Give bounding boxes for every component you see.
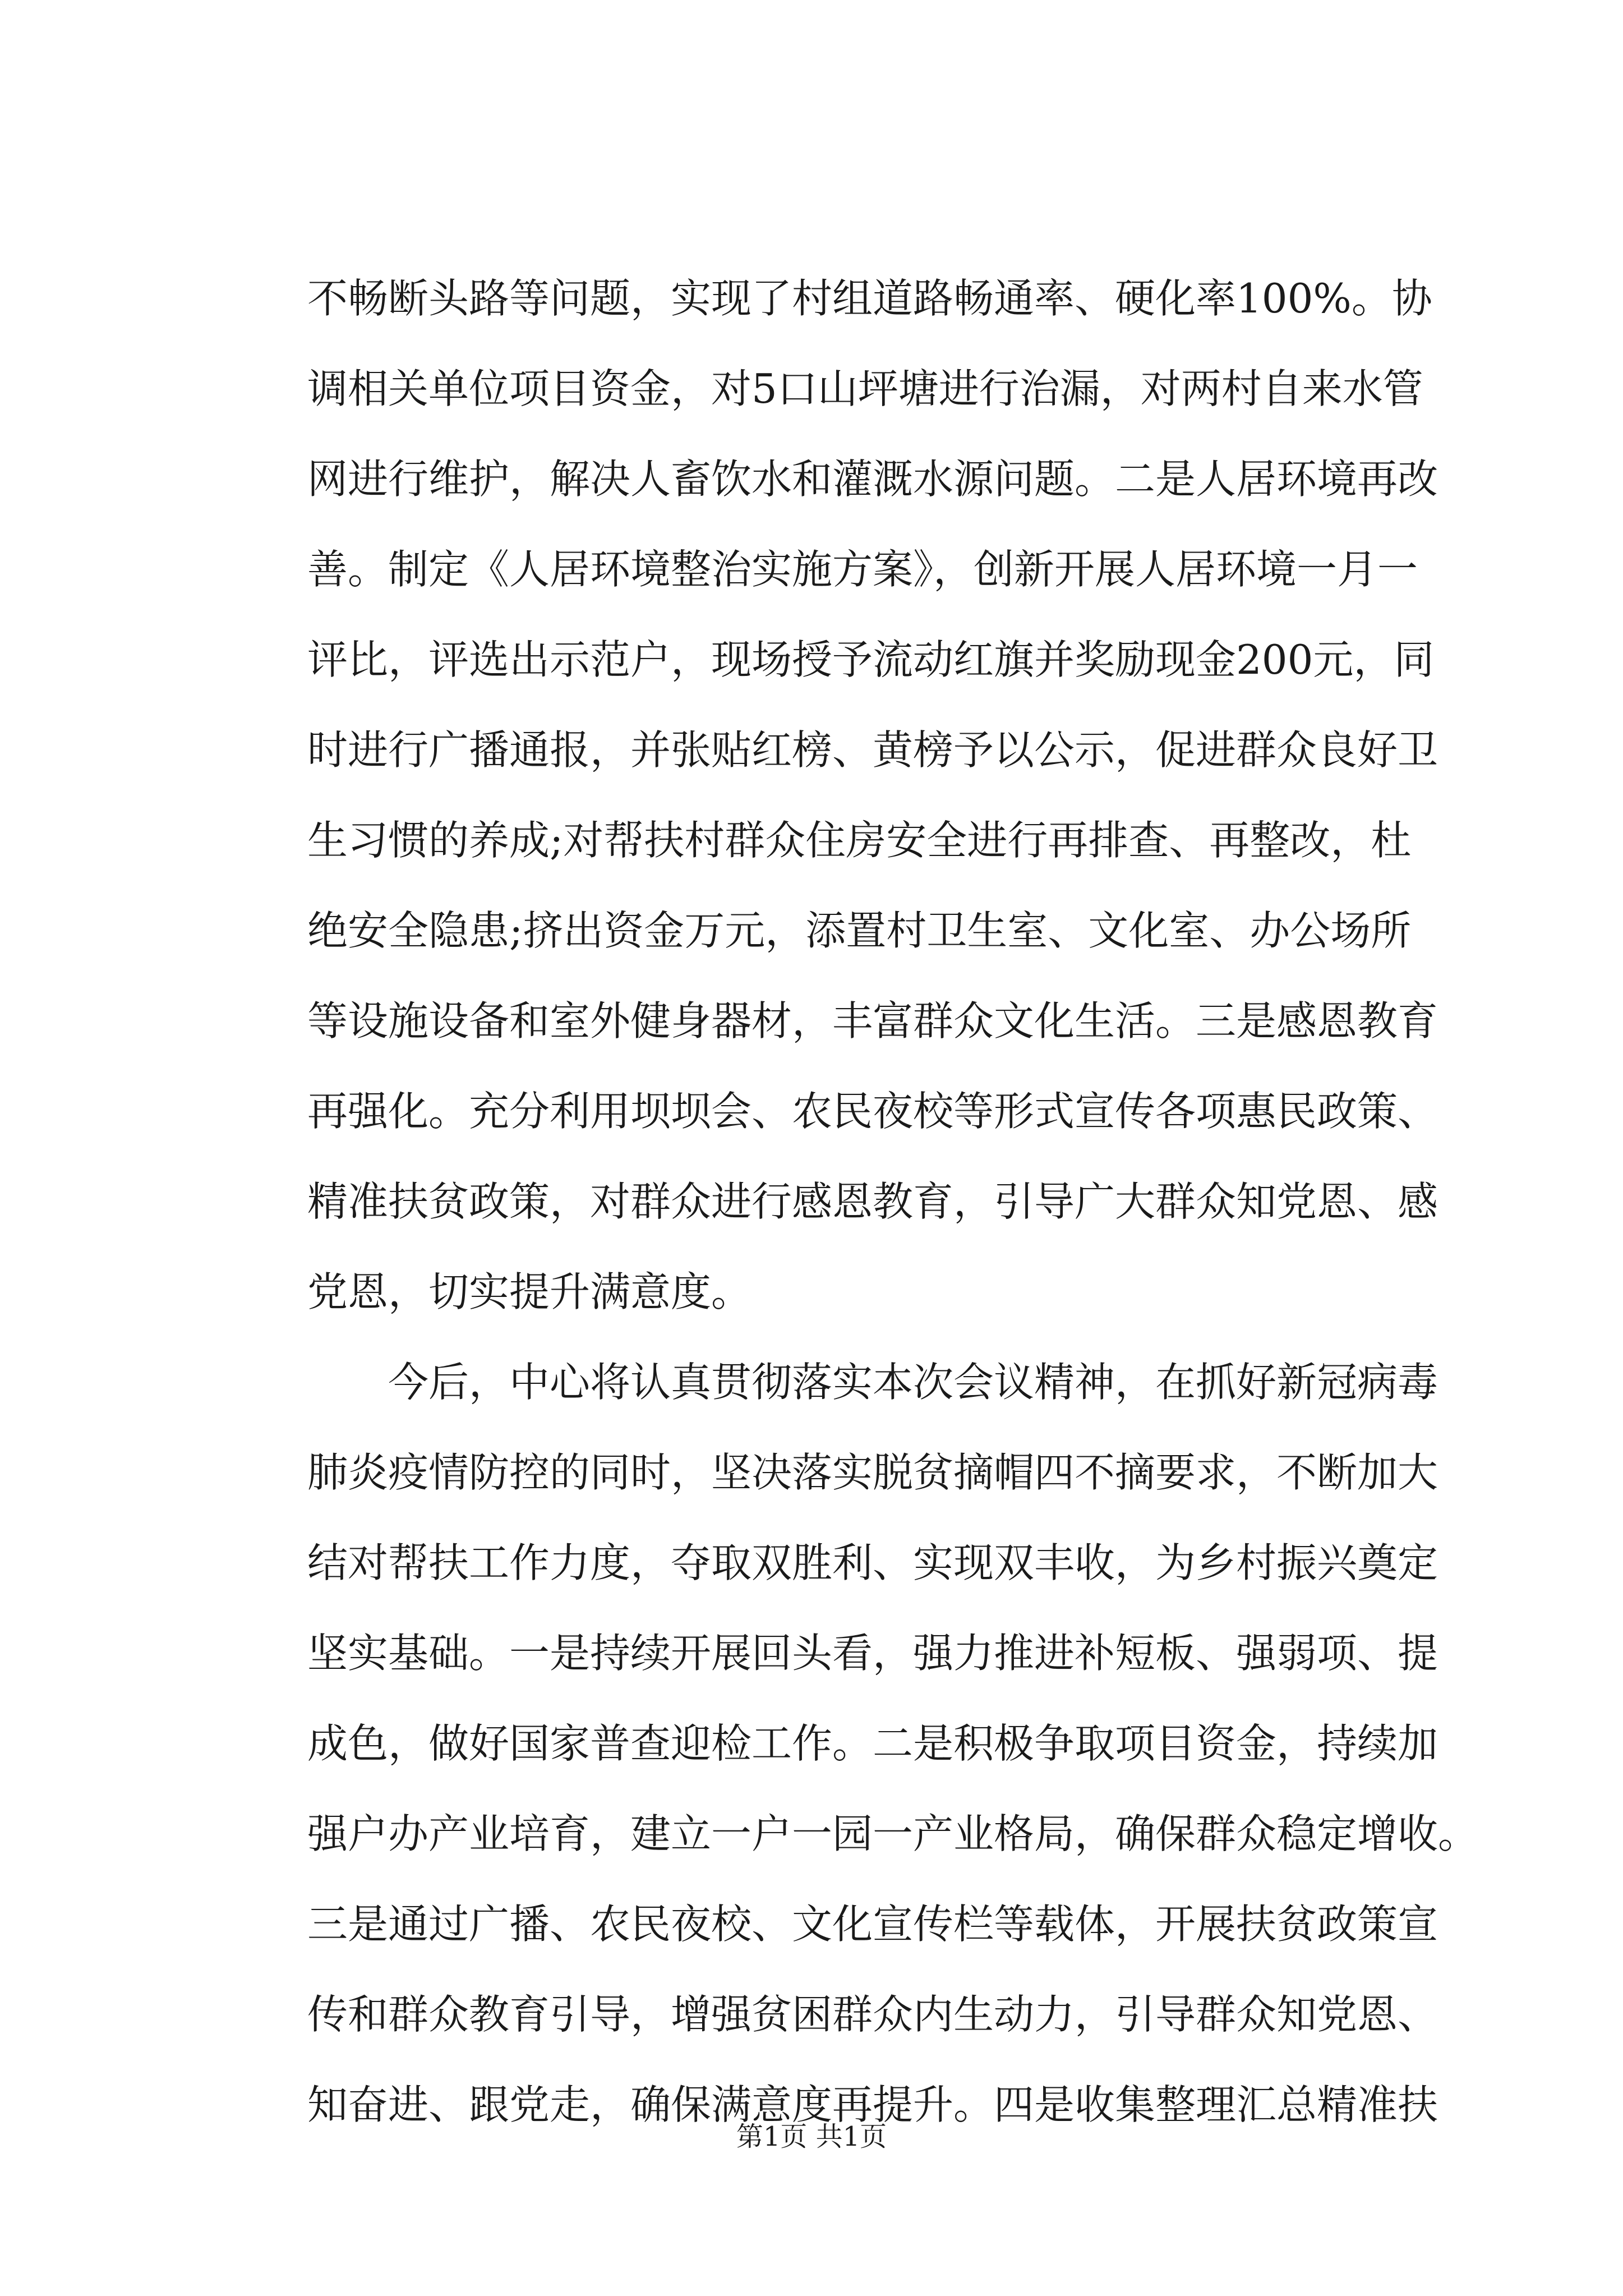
- page-footer: 第1页 共1页: [736, 2121, 887, 2152]
- text-line: 绝安全隐患;挤出资金万元，添置村卫生室、文化室、办公场所: [307, 907, 1412, 954]
- text-line: 成色，做好国家普查迎检工作。二是积极争取项目资金，持续加: [307, 1720, 1438, 1767]
- text-line: 党恩，切实提升满意度。: [307, 1268, 752, 1315]
- text-line: 网进行维护，解决人畜饮水和灌溉水源问题。二是人居环境再改: [307, 455, 1438, 503]
- text-line: 时进行广播通报，并张贴红榜、黄榜予以公示，促进群众良好卫: [307, 726, 1438, 774]
- text-line: 精准扶贫政策，对群众进行感恩教育，引导广大群众知党恩、感: [307, 1178, 1438, 1225]
- text-line: 评比，评选出示范户，现场授予流动红旗并奖励现金200元，同: [307, 636, 1435, 683]
- text-line: 等设施设备和室外健身器材，丰富群众文化生活。三是感恩教育: [307, 997, 1438, 1045]
- text-line: 生习惯的养成;对帮扶村群众住房安全进行再排查、再整改，杜: [307, 817, 1412, 864]
- text-line: 善。制定《人居环境整治实施方案》，创新开展人居环境一月一: [307, 546, 1418, 593]
- text-line: 调相关单位项目资金，对5口山坪塘进行治漏，对两村自来水管: [307, 365, 1423, 412]
- text-line: 坚实基础。一是持续开展回头看，强力推进补短板、强弱项、提: [307, 1630, 1438, 1677]
- text-line: 今后，中心将认真贯彻落实本次会议精神，在抓好新冠病毒: [307, 1359, 1438, 1406]
- text-line: 传和群众教育引导，增强贫困群众内生动力，引导群众知党恩、: [307, 1991, 1438, 2038]
- text-line: 肺炎疫情防控的同时，坚决落实脱贫摘帽四不摘要求，不断加大: [307, 1449, 1438, 1496]
- text-line: 结对帮扶工作力度，夺取双胜利、实现双丰收，为乡村振兴奠定: [307, 1539, 1438, 1586]
- body-text: [307, 254, 1479, 2150]
- text-line: 三是通过广播、农民夜校、文化宣传栏等载体，开展扶贫政策宣: [307, 1901, 1438, 1948]
- text-line: 再强化。充分利用坝坝会、农民夜校等形式宣传各项惠民政策、: [307, 1088, 1438, 1135]
- text-line: 不畅断头路等问题，实现了村组道路畅通率、硬化率100%。协: [307, 275, 1432, 322]
- text-line: 强户办产业培育，建立一户一园一产业格局，确保群众稳定增收。: [307, 1810, 1479, 1857]
- text-line: 知奋进、跟党走，确保满意度再提升。四是收集整理汇总精准扶: [307, 2081, 1438, 2128]
